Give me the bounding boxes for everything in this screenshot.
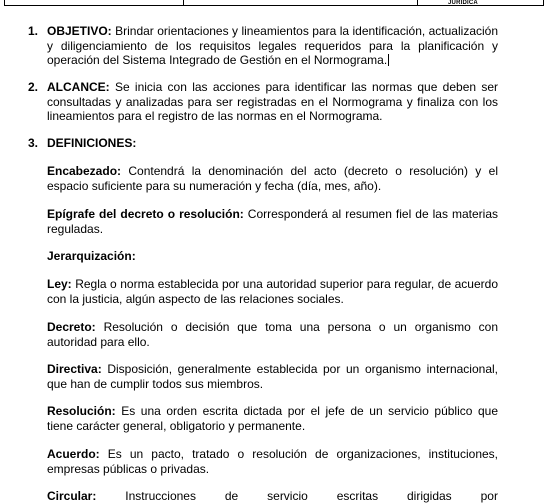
definition-directiva	[47, 362, 498, 391]
circular-word: de	[224, 489, 239, 503]
definition-term: Epígrafe del decreto o resolución:	[47, 207, 244, 221]
section-title: DEFINICIONES:	[47, 136, 137, 150]
definition-resolucion	[47, 404, 498, 433]
definition-text: Corresponderá al resumen fiel de las materias reguladas.	[47, 207, 499, 236]
header-divider	[183, 0, 184, 6]
circular-word: servicio	[267, 489, 308, 503]
definition-ley	[47, 277, 498, 306]
circular-word: por	[480, 489, 498, 503]
definition-term: Resolución:	[47, 404, 116, 418]
definition-term: Jerarquización:	[47, 249, 136, 263]
section-title: OBJETIVO:	[47, 24, 112, 38]
definition-term: Circular:	[47, 489, 97, 503]
section-number: 3.	[28, 136, 39, 150]
definition-text: Es un pacto, tratado o resolución de organizaciones, instituciones, empresas públicas o privadas.	[47, 447, 498, 476]
section-body	[47, 24, 498, 68]
definition-text: Es una orden escrita dictada por el jefe de un servicio público que tiene carácter general, obligatorio y permanente.	[47, 404, 498, 433]
definition-jerarquizacion	[47, 249, 498, 264]
definition-text: Contendrá la denominación del acto (decreto o resolución) y el espacio suficiente para su numeración y fecha (día, mes, año).	[47, 164, 498, 193]
section-body	[47, 136, 498, 151]
definition-text: Resolución o decisión que toma una persona o un organismo con autoridad para ello.	[47, 320, 498, 349]
definition-term: Acuerdo:	[47, 447, 100, 461]
section-title: ALCANCE:	[47, 80, 110, 94]
definition-decreto	[47, 320, 498, 349]
definition-epigrafe	[47, 207, 498, 236]
header-label: JURÍDICA	[448, 0, 478, 6]
definition-term: Decreto:	[47, 320, 96, 334]
definition-term: Encabezado:	[47, 164, 122, 178]
circular-word: dirigidas	[406, 489, 452, 503]
definition-acuerdo	[47, 447, 498, 476]
definition-term: Directiva:	[47, 362, 102, 376]
circular-word: escritas	[336, 489, 379, 503]
text-cursor	[388, 54, 389, 66]
definition-encabezado	[47, 164, 498, 193]
definition-circular	[47, 489, 498, 504]
section-number: 2.	[28, 80, 39, 94]
header-divider	[417, 0, 418, 6]
section-body	[47, 80, 498, 124]
definition-term: Ley:	[47, 277, 72, 291]
circular-word: Instrucciones	[125, 489, 196, 503]
definition-text: Disposición, generalmente establecida por un organismo internacional, que han de cumplir todos sus miembros.	[47, 362, 498, 391]
section-number: 1.	[28, 24, 39, 38]
section-text: Brindar orientaciones y lineamientos para la identificación, actualización y diligenciamiento de los requisitos legales requeridos para la planificación y operación del Sistema Integrado de Gestión en el Normograma.	[47, 24, 498, 67]
section-text: Se inicia con las acciones para identificar las normas que deben ser consultadas y analizadas para ser registradas en el Normograma y finaliza con los lineamientos para el registro de las normas en el Normograma.	[47, 80, 498, 123]
definition-text: Regla o norma establecida por una autoridad superior para regular, de acuerdo con la justicia, algún aspecto de las relaciones sociales.	[47, 277, 498, 306]
circular-line	[47, 489, 498, 504]
